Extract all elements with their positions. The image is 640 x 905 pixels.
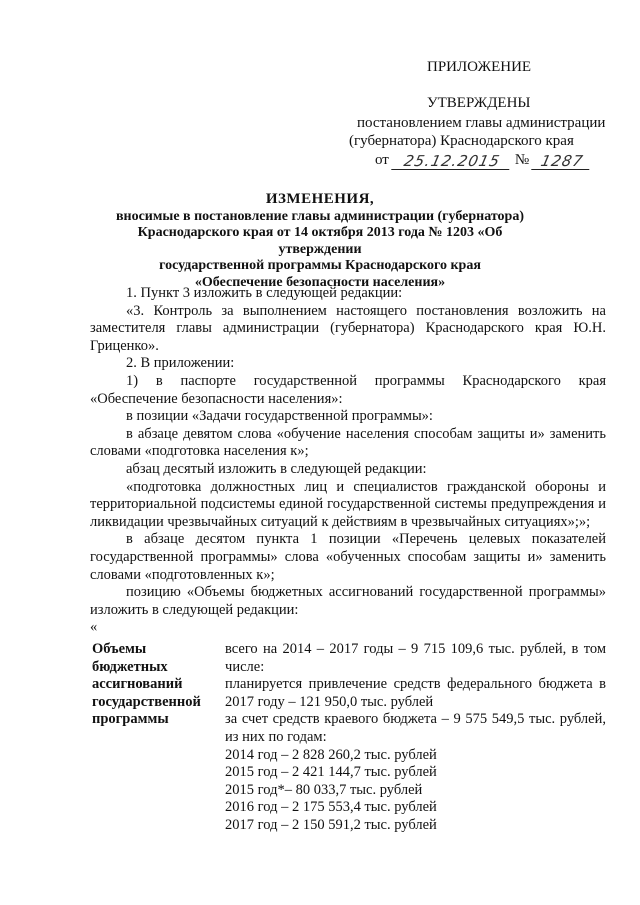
budget-row: 2016 год – 2 175 553,4 тыс. рублей [225, 799, 437, 816]
label-line: бюджетных [92, 658, 168, 675]
budget-table [90, 641, 606, 835]
from-label: от [375, 152, 389, 168]
label-line: программы [92, 711, 169, 728]
budget-table-label [90, 641, 215, 835]
document-body [90, 285, 606, 637]
budget-row: за счет средств краевого бюджета – 9 575 549,5 тыс. рублей, из них по годам: [225, 711, 606, 745]
heading-subtitle-line: «Обеспечение безопасности населения» [194, 274, 446, 290]
budget-table-content [225, 641, 606, 835]
paragraph: «подготовка должностных лиц и специалистов гражданской обороны и территориальной подсистемы единой государственной системы предупреждения и ликвидации чрезвычайных ситуаций к действиям в чрезвычайных ситуациях»;»; [90, 478, 606, 530]
label-line: Объемы [92, 641, 147, 657]
paragraph: 2. В приложении: [126, 355, 235, 372]
approval-line-1: постановлением главы администрации [357, 115, 606, 131]
document-heading [95, 191, 545, 291]
paragraph: «3. Контроль за выполнением настоящего постановления возложить на заместителя главы администрации (губернатора) Краснодарского края Ю.Н. Гриценко». [90, 302, 606, 354]
paragraph: в абзаце девятом слова «обучение населения способам защиты и» заменить словами «подготовка населения к»; [90, 425, 606, 460]
paragraph: позицию «Объемы бюджетных ассигнований государственной программы» изложить в следующей редакции: [90, 584, 606, 618]
paragraph: абзац десятый изложить в следующей редакции: [126, 460, 427, 477]
budget-row: 2015 год – 2 421 144,7 тыс. рублей [225, 764, 437, 781]
budget-row: 2014 год – 2 828 260,2 тыс. рублей [225, 746, 437, 763]
paragraph: 1. Пункт 3 изложить в следующей редакции: [126, 285, 403, 301]
heading-subtitle-line: государственной программы Краснодарского края [159, 258, 481, 273]
handwritten-date: 25.12.2015 [391, 153, 513, 170]
heading-title: ИЗМЕНЕНИЯ, [265, 191, 375, 207]
heading-subtitle-line: Краснодарского края от 14 октября 2013 года № 1203 «Об утверждении [137, 225, 503, 257]
appendix-title: ПРИЛОЖЕНИЕ [427, 59, 532, 75]
quote-open-mark: « [90, 619, 98, 636]
budget-row: всего на 2014 – 2017 годы – 9 715 109,6 тыс. рублей, в том числе: [225, 641, 606, 675]
approval-date-number [375, 151, 595, 170]
label-line: ассигнований [92, 676, 183, 693]
number-label: № [514, 152, 530, 168]
heading-subtitle-line: вносимые в постановление главы администрации (губернатора) [115, 208, 525, 224]
budget-row: 2017 год – 2 150 591,2 тыс. рублей [225, 816, 437, 833]
approved-label: УТВЕРЖДЕНЫ [427, 95, 531, 111]
label-line: государственной [92, 693, 201, 710]
budget-row: 2015 год*– 80 033,7 тыс. рублей [225, 781, 423, 798]
handwritten-number: 1287 [531, 153, 593, 170]
paragraph: в абзаце десятом пункта 1 позиции «Перечень целевых показателей государственной программы» слова «обученных способам защиты и» заменить словами «подготовленных к»; [90, 531, 606, 583]
approval-line-2: (губернатора) Краснодарского края [349, 133, 574, 149]
budget-row: планируется привлечение средств федерального бюджета в 2017 году – 121 950,0 тыс. рублей [225, 676, 606, 710]
paragraph: в позиции «Задачи государственной программы»: [126, 408, 433, 425]
paragraph: 1) в паспорте государственной программы Краснодарского края «Обеспечение безопасности населения»: [90, 372, 606, 407]
